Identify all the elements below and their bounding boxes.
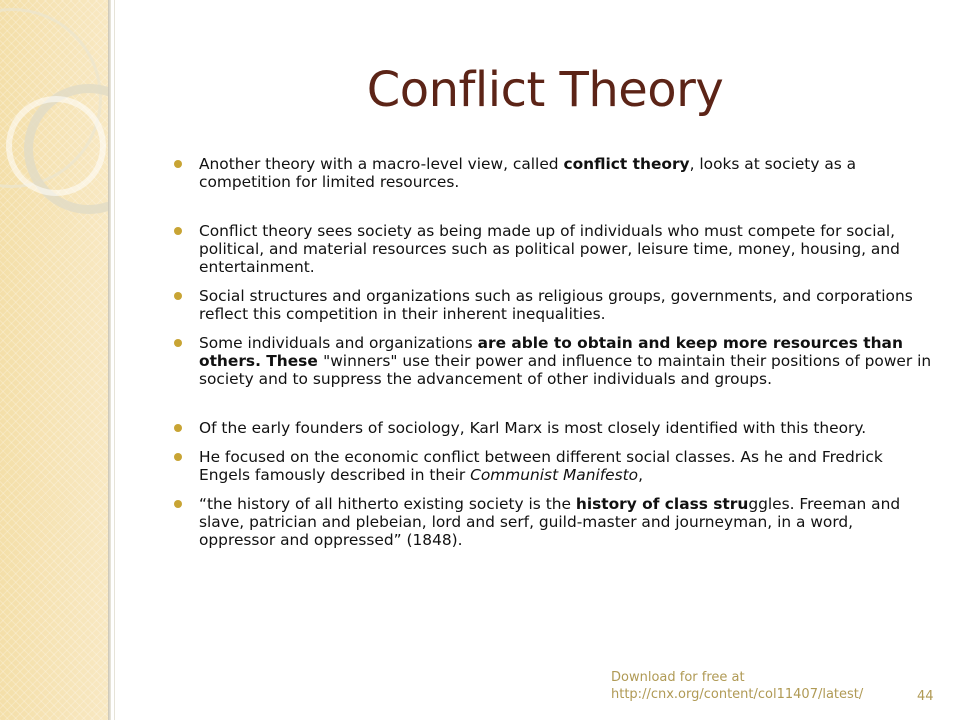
bullet-run: Some individuals and organizations [199,334,478,352]
bullet-text [199,448,883,484]
bullet-item [172,334,932,388]
bullet-run: history of class stru [575,495,749,513]
bullet-dot-icon [174,160,182,168]
footer-line: Download for free at [611,670,745,685]
bullet-run: “the history of all hitherto existing society is the [199,495,576,513]
bullet-run: Social structures and organizations such as religious groups, governments, and corporations reflect this competition in their inherent inequalities. [199,287,913,323]
decorative-side-panel [0,0,108,720]
bullet-dot-icon [174,227,182,235]
bullet-run: ggles. Freeman and slave, patrician and plebeian, lord and serf, guild-master and journeyman, in a word, oppressor and oppressed” (1848). [199,495,901,549]
bullet-item [172,448,932,484]
bullet-run: Another theory with a macro-level view, called [199,155,564,173]
bullet-dot-icon [174,292,182,300]
bullet-dot-icon [174,424,182,432]
bullet-run: , [638,466,644,484]
bullet-dot-icon [174,453,182,461]
bullet-run: "winners" use their power and influence to maintain their positions of power in society and to suppress the advancement of other individuals and groups. [199,352,932,388]
footer-link[interactable]: http://cnx.org/content/col11407/latest/ [611,687,864,702]
bullet-run: , looks at society as a competition for limited resources. [199,155,857,191]
panel-divider [114,0,115,720]
bullet-item [172,419,932,437]
bullet-text [199,334,931,388]
bullet-run: Communist Manifesto [470,466,639,484]
bullet-list [172,155,932,549]
page-number: 44 [917,689,934,704]
bullet-run: are able to obtain and keep more resources than others. These [199,334,903,370]
bullet-run: Of the early founders of sociology, Karl Marx is most closely identified with this theory. [199,419,867,437]
bullet-text [199,419,866,437]
panel-divider [108,0,111,720]
decorative-ring [6,96,106,196]
bullet-text [199,222,900,276]
bullet-item [172,155,932,191]
bullet-dot-icon [174,339,182,347]
footer-source [611,669,881,703]
bullet-item [172,222,932,276]
bullet-text [199,495,900,549]
bullet-item [172,287,932,323]
bullet-text [199,155,856,191]
bullet-run: He focused on the economic conflict between different social classes. As he and Fredrick Engels famously described in their [199,448,883,484]
bullet-run: Conflict theory sees society as being made up of individuals who must compete for social, political, and material resources such as political power, leisure time, money, housing, and entertainment. [199,222,900,276]
bullet-run: conflict theory [563,155,690,173]
bullet-item [172,495,932,549]
bullet-dot-icon [174,500,182,508]
bullet-text [199,287,913,323]
slide-title: Conflict Theory [366,62,724,118]
